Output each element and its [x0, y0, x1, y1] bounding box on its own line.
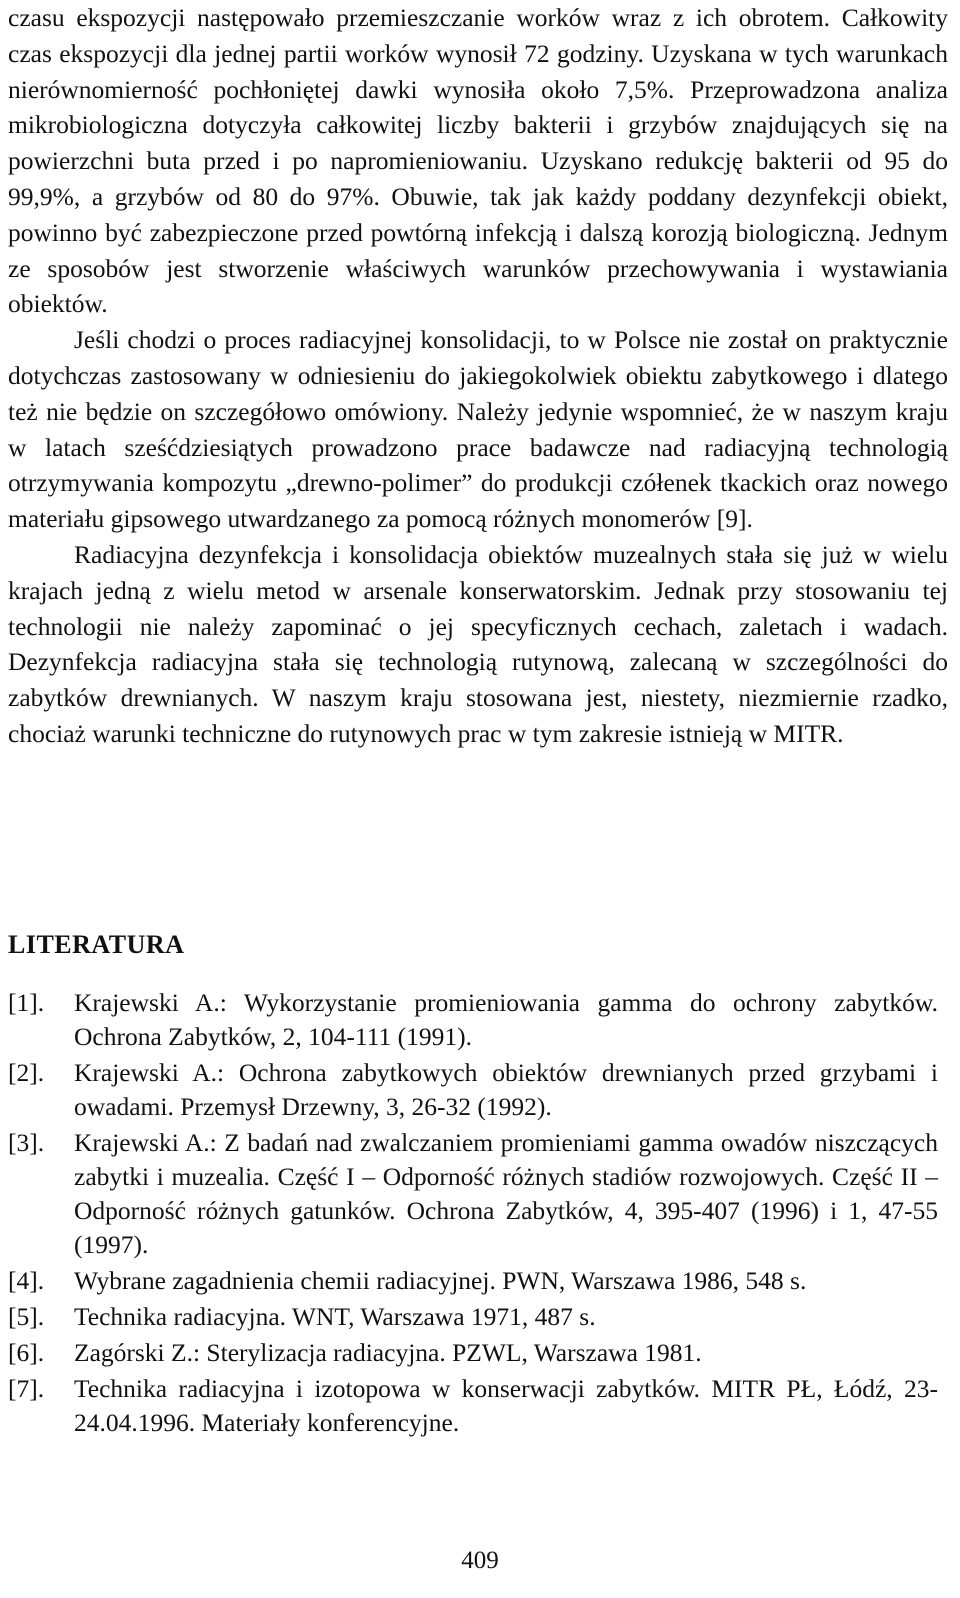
reference-item: [8, 1126, 938, 1262]
body-paragraph-3: Radiacyjna dezynfekcja i konsolidacja obiektów muzealnych stała się już w wielu krajach jedną z wielu metod w arsenale konserwatorskim. Jednak przy stosowaniu tej technologii nie należy zapominać o jej specyficznych cechach, zaletach i wadach. Dezynfekcja radiacyjna stała się technologią rutynową, zalecaną w szczególności do zabytków drewnianych. W naszym kraju stosowana jest, niestety, niezmiernie rzadko, chociaż warunki techniczne do rutynowych prac w tym zakresie istnieją w MITR.: [8, 539, 948, 748]
reference-text: Technika radiacyjna i izotopowa w konserwacji zabytków. MITR PŁ, Łódź, 23-24.04.1996. Materiały konferencyjne.: [74, 1374, 938, 1437]
reference-text: Krajewski A.: Ochrona zabytkowych obiektów drewnianych przed grzybami i owadami. Przemysł Drzewny, 3, 26-32 (1992).: [74, 1058, 938, 1121]
reference-number: [7].: [8, 1374, 45, 1403]
reference-item: [8, 1056, 938, 1124]
reference-text: Zagórski Z.: Sterylizacja radiacyjna. PZWL, Warszawa 1981.: [74, 1338, 702, 1367]
reference-item: [8, 986, 938, 1054]
reference-number: [3].: [8, 1128, 45, 1157]
reference-item: [8, 1372, 938, 1440]
reference-number: [4].: [8, 1266, 45, 1295]
page-body: [8, 0, 948, 752]
reference-item: [8, 1264, 938, 1298]
reference-item: [8, 1336, 938, 1370]
body-paragraph-2: Jeśli chodzi o proces radiacyjnej konsolidacji, to w Polsce nie został on praktycznie dotychczas zastosowany w odniesieniu do jakiegokolwiek obiektu zabytkowego i dlatego też nie będzie on szczegółowo omówiony. Należy jedynie wspomnieć, że w naszym kraju w latach sześćdziesiątych prowadzono prace badawcze nad radiacyjną technologią otrzymywania kompozytu „drewno-polimer” do produkcji czółenek tkackich oraz nowego materiału gipsowego utwardzanego za pomocą różnych monomerów [9].: [8, 325, 948, 534]
reference-number: [2].: [8, 1058, 45, 1087]
reference-number: [1].: [8, 988, 45, 1017]
reference-text: Wybrane zagadnienia chemii radiacyjnej. PWN, Warszawa 1986, 548 s.: [74, 1266, 807, 1295]
body-paragraph-1: czasu ekspozycji następowało przemieszczanie worków wraz z ich obrotem. Całkowity czas ekspozycji dla jednej partii worków wynosił 72 godziny. Uzyskana w tych warunkach nierównomierność pochłoniętej dawki wynosiła około 7,5%. Przeprowadzona analiza mikrobiologiczna dotyczyła całkowitej liczby bakterii i grzybów znajdujących się na powierzchni buta przed i po napromieniowaniu. Uzyskano redukcję bakterii od 95 do 99,9%, a grzybów od 80 do 97%. Obuwie, tak jak każdy poddany dezynfekcji obiekt, powinno być zabezpieczone przed powtórną infekcją i dalszą korozją biologiczną. Jednym ze sposobów jest stworzenie właściwych warunków przechowywania i wystawiania obiektów.: [8, 3, 948, 319]
reference-text: Krajewski A.: Wykorzystanie promieniowania gamma do ochrony zabytków. Ochrona Zabytków, 2, 104-111 (1991).: [74, 988, 938, 1051]
page-number: 409: [461, 1547, 499, 1574]
reference-item: [8, 1300, 938, 1334]
reference-text: Technika radiacyjna. WNT, Warszawa 1971, 487 s.: [74, 1302, 596, 1331]
reference-number: [6].: [8, 1338, 45, 1367]
literature-heading: LITERATURA: [8, 930, 185, 959]
reference-list: [8, 986, 938, 1442]
reference-number: [5].: [8, 1302, 45, 1331]
reference-text: Krajewski A.: Z badań nad zwalczaniem promieniami gamma owadów niszczących zabytki i muzealia. Część I – Odporność różnych stadiów rozwojowych. Część II – Odporność różnych gatunków. Ochrona Zabytków, 4, 395-407 (1996) i 1, 47-55 (1997).: [74, 1128, 938, 1259]
